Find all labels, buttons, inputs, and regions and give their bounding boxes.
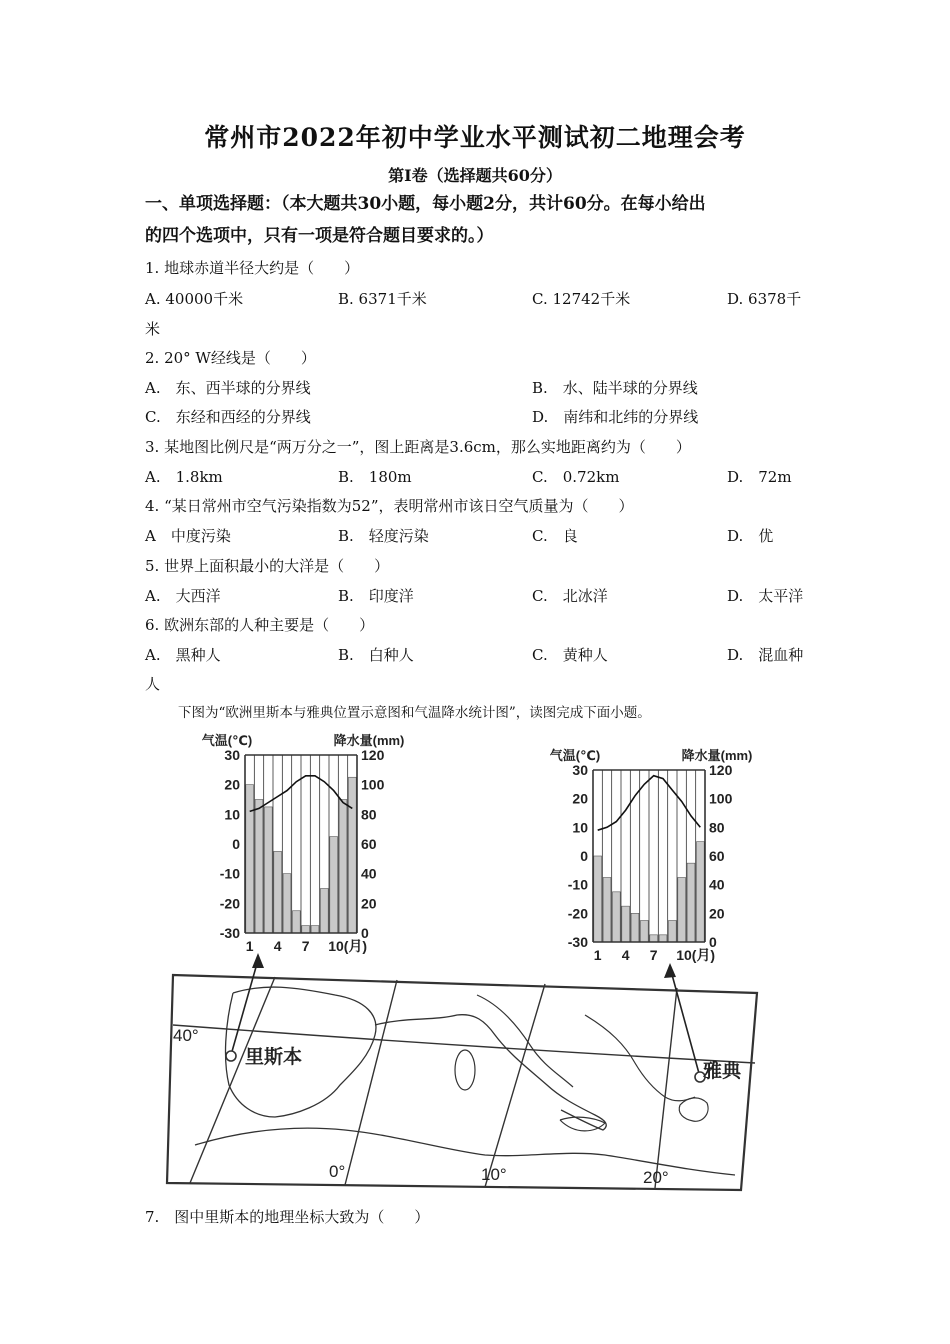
question-6-option-d-wrap: 人 (145, 675, 161, 693)
lisbon-precip-axis-label: 降水量(mm) (333, 733, 405, 748)
lisbon-temp-tick: -20 (219, 895, 240, 912)
athens-precip-tick: 40 (709, 876, 725, 893)
meridian-west (190, 977, 275, 1183)
athens-map-label: 雅典 (703, 1061, 742, 1082)
question-2-option-d: D. 南纬和北纬的分界线 (532, 408, 699, 426)
lisbon-precip-bar (311, 926, 319, 933)
lisbon-marker (226, 1051, 236, 1061)
athens-temp-tick: -10 (567, 876, 588, 893)
lon-20-label: 20° (643, 1168, 669, 1187)
lisbon-temp-tick: 10 (224, 806, 240, 823)
athens-temp-tick: 30 (572, 762, 588, 778)
question-1-stem: 1. 地球赤道半径大约是（ ） (145, 259, 360, 277)
lisbon-month-tick: 10(月) (328, 938, 368, 954)
athens-climate-chart (550, 748, 753, 963)
athens-month-tick: 4 (621, 947, 630, 963)
athens-precip-bar (696, 842, 704, 942)
section-heading-line2: 的四个选项中，只有一项是符合题目要求的。） (145, 226, 494, 246)
section-heading-line1: 一、单项选择题：（本大题共30小题，每小题2分，共计60分。在每小给出 (145, 194, 706, 214)
athens-precip-tick: 100 (709, 790, 733, 807)
lisbon-precip-bar (246, 785, 254, 933)
question-7-stem: 7. 图中里斯本的地理坐标大致为（ ） (145, 1208, 430, 1226)
lisbon-precip-bar (330, 837, 338, 933)
lisbon-temp-tick: -10 (219, 865, 240, 882)
lisbon-precip-bar (339, 800, 347, 934)
lisbon-precip-tick: 40 (361, 865, 377, 882)
question-3-stem: 3. 某地图比例尺是“两万分之一”，图上距离是3.6cm，那么实地距离约为（ ） (145, 438, 691, 456)
meridian-0 (345, 980, 397, 1185)
lisbon-precip-tick: 100 (361, 776, 385, 793)
page-title: 常州市2022年初中学业水平测试初二地理会考 (204, 123, 746, 152)
question-1-option-c: C. 12742千米 (532, 290, 631, 308)
question-3-option-c: C. 0.72km (532, 468, 620, 486)
lisbon-precip-bar (283, 874, 291, 933)
lisbon-precip-bar (292, 911, 300, 933)
athens-precip-axis-label: 降水量(mm) (681, 748, 753, 763)
map-frame (167, 975, 757, 1190)
question-2-option-c: C. 东经和西经的分界线 (145, 408, 311, 426)
lisbon-temp-tick: 0 (232, 836, 240, 852)
question-3-option-d: D. 72m (727, 468, 792, 486)
athens-precip-tick: 80 (709, 819, 725, 836)
athens-precip-bar (622, 906, 630, 942)
athens-precip-tick: 20 (709, 905, 725, 922)
lon-0-label: 0° (329, 1162, 346, 1181)
question-4-option-a: A 中度污染 (145, 527, 231, 545)
athens-temp-tick: -20 (567, 905, 588, 922)
lisbon-precip-tick: 0 (361, 925, 369, 941)
athens-precip-tick: 120 (709, 762, 733, 778)
question-2-option-b: B. 水、陆半球的分界线 (532, 379, 698, 397)
athens-precip-bar (678, 878, 686, 943)
question-6-option-a: A. 黑种人 (145, 646, 221, 664)
athens-temp-tick: -30 (567, 934, 588, 950)
question-1-option-a: A. 40000千米 (145, 290, 244, 308)
italy-coast (375, 1015, 606, 1130)
question-4-option-d: D. 优 (727, 527, 774, 545)
lisbon-precip-tick: 120 (361, 747, 385, 763)
meridian-10 (485, 984, 545, 1187)
question-1-option-d-wrap: 米 (145, 320, 161, 338)
athens-precip-bar (650, 935, 658, 942)
lisbon-precip-bar (274, 851, 282, 933)
athens-precip-tick: 0 (709, 934, 717, 950)
lisbon-precip-tick: 20 (361, 895, 377, 912)
question-1-option-d: D. 6378千 (727, 290, 802, 308)
athens-month-tick: 7 (649, 947, 658, 963)
athens-temp-axis-label: 气温(℃) (549, 748, 601, 763)
athens-month-tick: 10(月) (676, 947, 716, 963)
lisbon-precip-tick: 60 (361, 836, 377, 852)
athens-precip-bar (687, 863, 695, 942)
lisbon-precip-bar (302, 926, 310, 933)
athens-month-tick: 1 (593, 947, 602, 963)
athens-temp-tick: 20 (572, 790, 588, 807)
lisbon-temp-axis-label: 气温(℃) (201, 733, 253, 748)
question-5-stem: 5. 世界上面积最小的大洋是（ ） (145, 557, 390, 575)
athens-precip-tick: 60 (709, 848, 725, 864)
question-4-stem: 4. “某日常州市空气污染指数为52”，表明常州市该日空气质量为（ ） (145, 497, 634, 515)
lisbon-map-label: 里斯本 (245, 1047, 303, 1068)
lisbon-month-tick: 4 (273, 938, 282, 954)
question-1-option-b: B. 6371千米 (338, 290, 427, 308)
question-2-option-a: A. 东、西半球的分界线 (145, 379, 311, 397)
question-6-option-b: B. 白种人 (338, 646, 414, 664)
question-2-stem: 2. 20° W经线是（ ） (145, 349, 316, 367)
question-6-option-d: D. 混血种 (727, 646, 804, 664)
lisbon-temp-tick: -30 (219, 925, 240, 941)
athens-precip-bar (659, 935, 667, 942)
lisbon-precip-tick: 80 (361, 806, 377, 823)
athens-precip-bar (603, 878, 611, 943)
europe-map (167, 953, 757, 1190)
page-subtitle: 第Ⅰ卷（选择题共60分） (388, 166, 562, 185)
lat-40-label: 40° (173, 1026, 199, 1045)
athens-precip-bar (668, 921, 676, 943)
lisbon-climate-chart (202, 733, 405, 954)
question-5-option-c: C. 北冰洋 (532, 587, 608, 605)
lisbon-precip-bar (264, 807, 272, 933)
lisbon-month-tick: 7 (301, 938, 310, 954)
lisbon-month-tick: 1 (245, 938, 254, 954)
lisbon-precip-bar (320, 889, 328, 934)
question-4-option-b: B. 轻度污染 (338, 527, 429, 545)
lisbon-temp-tick: 30 (224, 747, 240, 763)
athens-precip-bar (594, 856, 602, 942)
athens-precip-bar (612, 892, 620, 942)
lon-10-label: 10° (481, 1165, 507, 1184)
question-5-option-a: A. 大西洋 (145, 587, 221, 605)
question-5-option-d: D. 太平洋 (727, 587, 804, 605)
meridian-20 (655, 988, 677, 1188)
question-5-option-b: B. 印度洋 (338, 587, 414, 605)
lisbon-precip-bar (255, 800, 263, 934)
lisbon-temp-tick: 20 (224, 776, 240, 793)
lisbon-precip-bar (348, 777, 356, 933)
climate-map-figure (165, 725, 765, 1195)
question-3-option-b: B. 180m (338, 468, 412, 486)
question-6-stem: 6. 欧洲东部的人种主要是（ ） (145, 616, 375, 634)
athens-temp-tick: 0 (580, 848, 588, 864)
question-4-option-c: C. 良 (532, 527, 578, 545)
peloponnese (679, 1098, 708, 1121)
athens-precip-bar (640, 921, 648, 943)
athens-precip-bar (631, 913, 639, 942)
athens-temp-tick: 10 (572, 819, 588, 836)
question-3-option-a: A. 1.8km (145, 468, 223, 486)
figure-intro: 下图为“欧洲里斯本与雅典位置示意图和气温降水统计图”，读图完成下面小题。 (178, 705, 651, 721)
question-6-option-c: C. 黄种人 (532, 646, 608, 664)
